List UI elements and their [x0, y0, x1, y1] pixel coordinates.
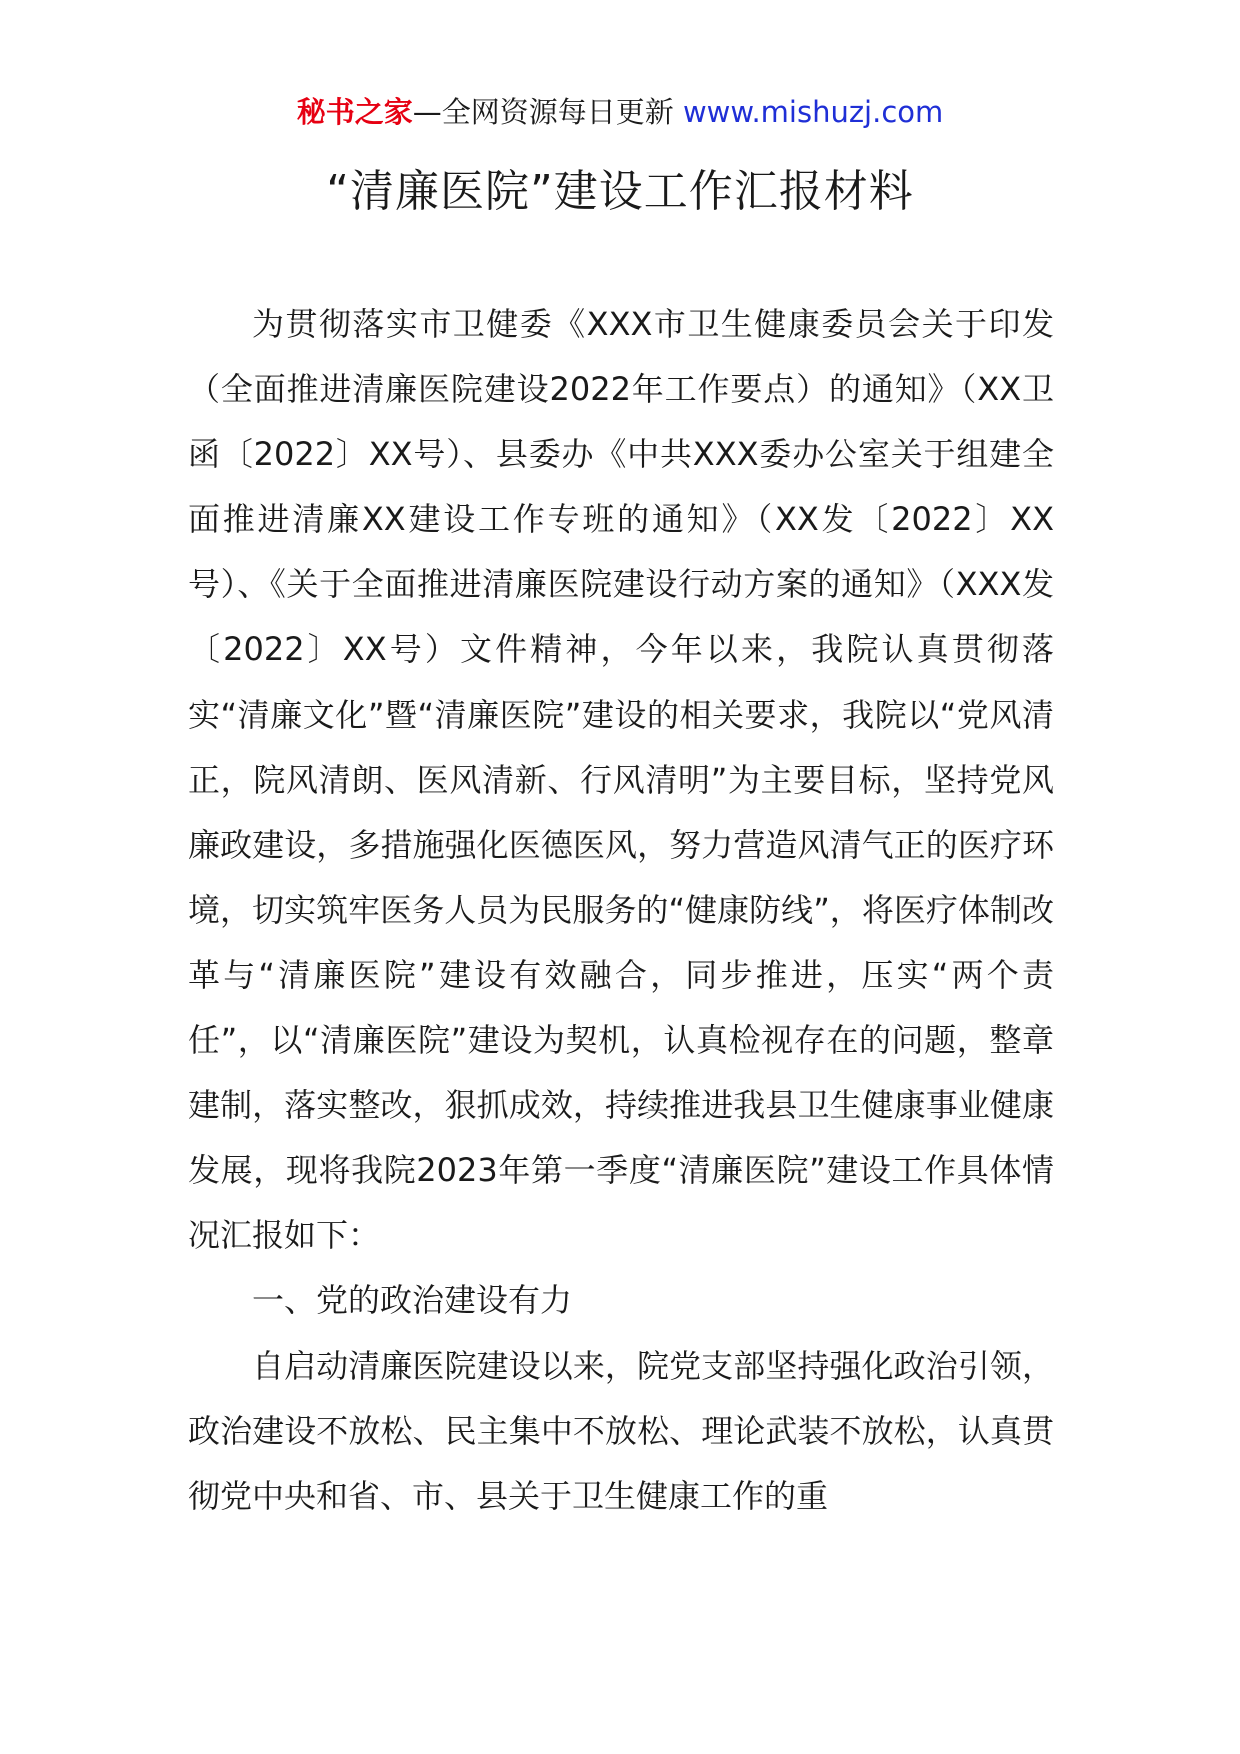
- site-url-link[interactable]: www.mishuzj.com: [682, 95, 944, 129]
- intro-paragraph: 为贯彻落实市卫健委《XXX市卫生健康委员会关于印发（全面推进清廉医院建设2022年工作要点）的通知》（XX卫函〔2022〕XX号）、县委办《中共XXX委办公室关于组建全面推进清廉XX建设工作专班的通知》（XX发〔2022〕XX号）、《关于全面推进清廉医院建设行动方案的通知》（XXX发〔2022〕XX号）文件精神，今年以来，我院认真贯彻落实“清廉文化”暨“清廉医院”建设的相关要求，我院以“党风清正，院风清朗、医风清新、行风清明”为主要目标，坚持党风廉政建设，多措施强化医德医风，努力营造风清气正的医疗环境，切实筑牢医务人员为民服务的“健康防线”，将医疗体制改革与“清廉医院”建设有效融合，同步推进，压实“两个责任”，以“清廉医院”建设为契机，认真检视存在的问题，整章建制，落实整改，狠抓成效，持续推进我县卫生健康事业健康发展，现将我院2023年第一季度“清廉医院”建设工作具体情况汇报如下：: [188, 305, 1054, 1255]
- section-heading-1: 一、党的政治建设有力: [252, 1281, 573, 1320]
- document-body: [188, 292, 1054, 1529]
- brand-name: 秘书之家: [296, 95, 413, 129]
- header-tagline: —全网资源每日更新: [412, 95, 683, 129]
- site-header: [0, 92, 1240, 132]
- section-1-paragraph: 自启动清廉医院建设以来，院党支部坚持强化政治引领，政治建设不放松、民主集中不放松、理论武装不放松，认真贯彻党中央和省、市、县关于卫生健康工作的重: [188, 1346, 1054, 1515]
- document-title: “清廉医院”建设工作汇报材料: [326, 166, 914, 217]
